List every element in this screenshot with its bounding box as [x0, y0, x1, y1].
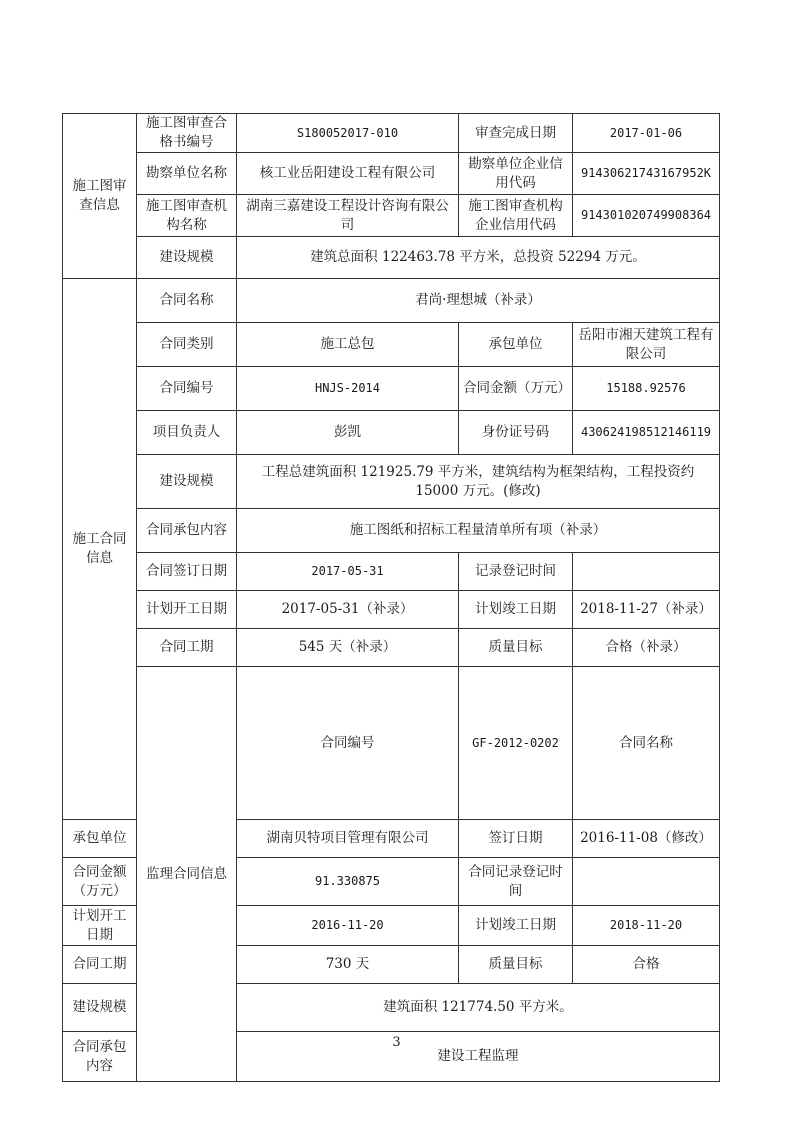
label-construction-start: 计划开工日期 — [137, 591, 237, 629]
label-survey-unit: 勘察单位名称 — [137, 153, 237, 195]
label-construction-type: 合同类别 — [137, 323, 237, 367]
label-construction-content: 合同承包内容 — [137, 509, 237, 553]
construction-scale: 工程总建筑面积 121925.79 平方米，建筑结构为框架结构，工程投资约 15000 万元。(修改) — [237, 455, 720, 509]
label-survey-credit: 勘察单位企业信用代码 — [459, 153, 573, 195]
label-project-manager: 项目负责人 — [137, 411, 237, 455]
label-supervision-quality: 质量目标 — [459, 946, 573, 984]
construction-finish-date: 2018-11-27（补录） — [573, 591, 720, 629]
label-supervision-finish: 计划竣工日期 — [459, 906, 573, 946]
supervision-finish-date: 2018-11-20 — [573, 906, 720, 946]
review-agency: 湖南三嘉建设工程设计咨询有限公司 — [237, 195, 459, 237]
construction-contract-no: HNJS-2014 — [237, 367, 459, 411]
construction-amount: 15188.92576 — [573, 367, 720, 411]
project-manager: 彭凯 — [237, 411, 459, 455]
label-construction-name: 合同名称 — [137, 279, 237, 323]
label-construction-finish: 计划竣工日期 — [459, 591, 573, 629]
supervision-contractor: 湖南贝特项目管理有限公司 — [237, 820, 459, 858]
label-supervision-name: 合同名称 — [573, 667, 720, 820]
construction-period: 545 天（补录） — [237, 629, 459, 667]
survey-credit-code: 91430621743167952K — [573, 153, 720, 195]
construction-start-date: 2017-05-31（补录） — [237, 591, 459, 629]
review-done-date: 2017-01-06 — [573, 114, 720, 153]
label-supervision-amount: 合同金额（万元） — [63, 858, 137, 906]
label-supervision-no: 合同编号 — [237, 667, 459, 820]
label-supervision-scale: 建设规模 — [63, 984, 137, 1032]
supervision-content: 建设工程监理 — [237, 1032, 720, 1082]
supervision-period: 730 天 — [237, 946, 459, 984]
supervision-sign-date: 2016-11-08（修改） — [573, 820, 720, 858]
construction-quality: 合格（补录） — [573, 629, 720, 667]
construction-section-label: 施工合同信息 — [63, 279, 137, 820]
label-supervision-content: 合同承包内容 — [63, 1032, 137, 1082]
label-supervision-start: 计划开工日期 — [63, 906, 137, 946]
supervision-contract-no: GF-2012-0202 — [459, 667, 573, 820]
label-supervision-record: 合同记录登记时间 — [459, 858, 573, 906]
label-construction-no: 合同编号 — [137, 367, 237, 411]
survey-unit: 核工业岳阳建设工程有限公司 — [237, 153, 459, 195]
label-id-number: 身份证号码 — [459, 411, 573, 455]
label-supervision-period: 合同工期 — [63, 946, 137, 984]
id-number: 430624198512146119 — [573, 411, 720, 455]
review-scale: 建筑总面积 122463.78 平方米，总投资 52294 万元。 — [237, 237, 720, 279]
supervision-scale: 建筑面积 121774.50 平方米。 — [237, 984, 720, 1032]
supervision-quality: 合格 — [573, 946, 720, 984]
label-construction-scale: 建设规模 — [137, 455, 237, 509]
label-supervision-sign-date: 签订日期 — [459, 820, 573, 858]
page-number: 3 — [392, 1035, 401, 1050]
construction-contractor: 岳阳市湘天建筑工程有限公司 — [573, 323, 720, 367]
review-section-label: 施工图审查信息 — [63, 114, 137, 279]
construction-sign-date: 2017-05-31 — [237, 553, 459, 591]
supervision-start-date: 2016-11-20 — [237, 906, 459, 946]
construction-contract-name: 君尚·理想城（补录） — [237, 279, 720, 323]
label-review-cert-no: 施工图审查合格书编号 — [137, 114, 237, 153]
agency-credit-code: 914301020749908364 — [573, 195, 720, 237]
label-review-scale: 建设规模 — [137, 237, 237, 279]
document-table — [62, 113, 720, 1082]
label-review-agency: 施工图审查机构名称 — [137, 195, 237, 237]
label-construction-record: 记录登记时间 — [459, 553, 573, 591]
label-construction-quality: 质量目标 — [459, 629, 573, 667]
label-supervision-contractor: 承包单位 — [63, 820, 137, 858]
label-construction-contractor: 承包单位 — [459, 323, 573, 367]
review-cert-no: S180052017-010 — [237, 114, 459, 153]
supervision-section-label: 监理合同信息 — [137, 667, 237, 1082]
supervision-record-time — [573, 858, 720, 906]
label-review-done-date: 审查完成日期 — [459, 114, 573, 153]
supervision-amount: 91.330875 — [237, 858, 459, 906]
label-construction-period: 合同工期 — [137, 629, 237, 667]
construction-content: 施工图纸和招标工程量清单所有项（补录） — [237, 509, 720, 553]
construction-record-time — [573, 553, 720, 591]
label-construction-sign-date: 合同签订日期 — [137, 553, 237, 591]
label-construction-amount: 合同金额（万元） — [459, 367, 573, 411]
construction-contract-type: 施工总包 — [237, 323, 459, 367]
label-agency-credit: 施工图审查机构企业信用代码 — [459, 195, 573, 237]
